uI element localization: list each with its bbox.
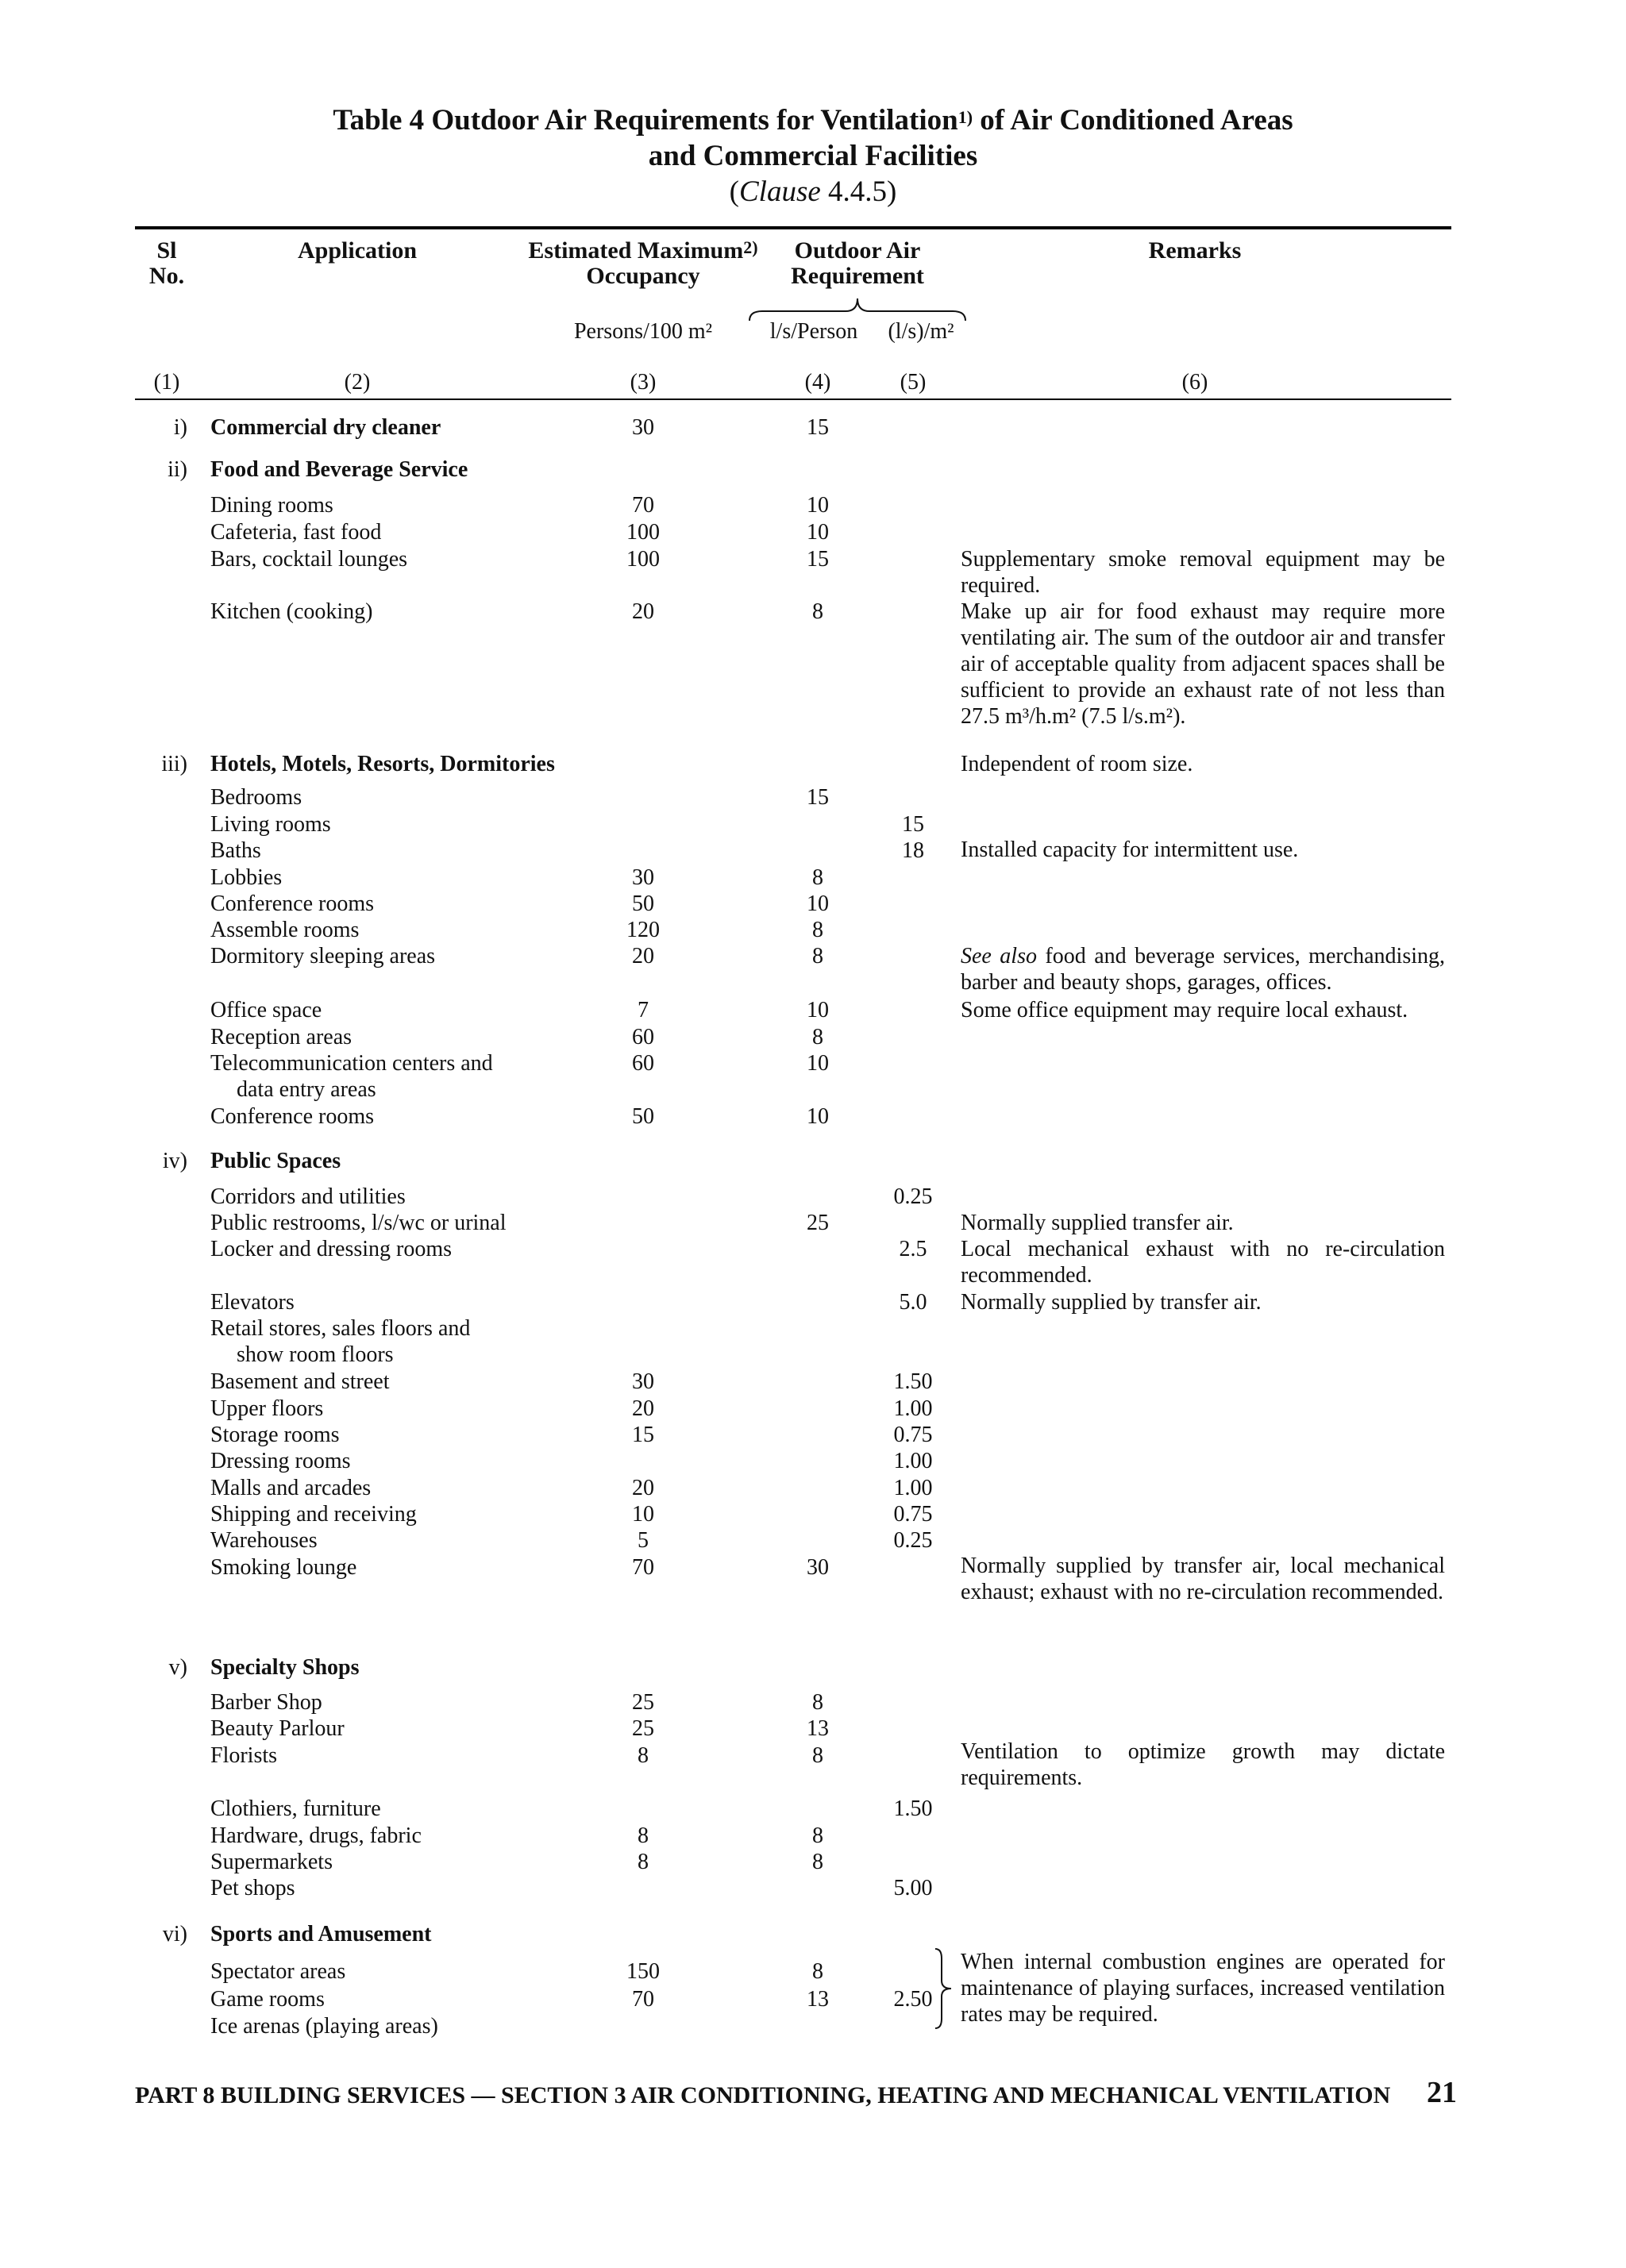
unit-per-area: (l/s)/m² [888, 319, 954, 344]
top-rule [135, 226, 1451, 229]
remark-kitchen: Make up air for food exhaust may require more ventilating air. The sum of the outdoor air and transfer air of acceptable quality from adjacent spaces shall be sufficient to provide an exhaust rate of not less than 27.5 m³/h.m² (7.5 l/s.m²). [961, 599, 1445, 729]
row-application: Kitchen (cooking) [210, 599, 373, 624]
row-ls-per-area: 15 [902, 812, 924, 837]
row-occupancy: 70 [632, 1555, 654, 1580]
row-ls-per-person: 10 [807, 891, 829, 916]
row-occupancy: 50 [632, 891, 654, 916]
remark-see-also: See also [961, 944, 1037, 968]
header-rule [135, 399, 1451, 400]
remark-smoking: Normally supplied by transfer air, local mechanical exhaust; exhaust with no re-circulation recommended. [961, 1554, 1445, 1604]
row-occupancy: 25 [632, 1716, 654, 1741]
row-occupancy: 100 [626, 547, 660, 572]
row-application: Cafeteria, fast food [210, 520, 382, 545]
row-ls-per-person: 8 [812, 1850, 823, 1874]
row-application: Clothiers, furniture [210, 1796, 381, 1821]
row-application: Malls and arcades [210, 1476, 372, 1500]
row-occupancy: 120 [626, 918, 660, 942]
remark-dormitory [961, 943, 1445, 995]
row-application: Bars, cocktail lounges [210, 547, 408, 572]
row-application: Basement and street [210, 1369, 390, 1394]
row-occupancy: 15 [632, 1423, 654, 1447]
page-number: 21 [1427, 2076, 1457, 2109]
row-ls-per-person: 10 [807, 493, 829, 518]
row-occupancy: 8 [638, 1850, 649, 1874]
header-occupancy-text: Estimated Maximum [528, 237, 744, 264]
row-occupancy: 60 [632, 1025, 654, 1049]
remark-bars: Supplementary smoke removal equipment may be required. [961, 547, 1445, 598]
row-application: Storage rooms [210, 1423, 340, 1447]
row-occupancy: 5 [638, 1528, 649, 1553]
table-title-tail: of Air Conditioned Areas [973, 104, 1293, 137]
row-occupancy: 150 [626, 1959, 660, 1984]
row-application: Baths [210, 838, 261, 863]
header-brace-icon [746, 294, 969, 322]
row-application: Public restrooms, l/s/wc or urinal [210, 1211, 507, 1235]
row-application: show room floors [237, 1342, 394, 1367]
row-ls-per-person: 8 [812, 918, 823, 942]
row-occupancy: 10 [632, 1502, 654, 1527]
section-heading: Specialty Shops [210, 1655, 360, 1680]
row-application: Telecommunication centers and [210, 1051, 493, 1076]
col-num-5: (5) [900, 370, 927, 395]
row-application: Conference rooms [210, 1104, 375, 1129]
header-sl-no: Sl No. [148, 237, 185, 289]
section-heading: Commercial dry cleaner [210, 415, 441, 440]
row-ls-per-person: 15 [807, 785, 829, 810]
table-title-line2: and Commercial Facilities [648, 140, 978, 172]
row-occupancy: 100 [626, 520, 660, 545]
remark-elevators: Normally supplied by transfer air. [961, 1290, 1262, 1315]
col-num-2: (2) [344, 370, 371, 395]
remark-office: Some office equipment may require local exhaust. [961, 998, 1408, 1022]
row-application: Game rooms [210, 1987, 325, 2012]
remark-sports: When internal combustion engines are operated for maintenance of playing surfaces, increased ventilation rates may be required. [961, 1950, 1445, 2027]
row-application: Pet shops [210, 1876, 295, 1900]
row-occupancy: 8 [638, 1823, 649, 1848]
row-application: Dormitory sleeping areas [210, 944, 436, 968]
row-sl-number: iv) [162, 1149, 187, 1173]
row-ls-per-area: 0.75 [893, 1423, 933, 1447]
row-occupancy: 25 [632, 1690, 654, 1715]
row-application: Bedrooms [210, 785, 302, 810]
row-occupancy: 30 [632, 415, 654, 440]
row-ls-per-person: 8 [812, 865, 823, 890]
row-application: Warehouses [210, 1528, 318, 1553]
row-application: Locker and dressing rooms [210, 1237, 453, 1261]
row-application: Florists [210, 1743, 278, 1768]
row-sl-number: iii) [161, 752, 187, 776]
col-num-1: (1) [153, 370, 180, 395]
unit-persons: Persons/100 m² [573, 319, 713, 344]
row-application: Supermarkets [210, 1850, 333, 1874]
remark-see-also-text: food and beverage services, merchandising, barber and beauty shops, garages, offices. [961, 944, 1446, 995]
row-application: Reception areas [210, 1025, 353, 1049]
row-occupancy: 20 [632, 944, 654, 968]
row-ls-per-person: 15 [807, 415, 829, 440]
row-ls-per-person: 25 [807, 1211, 829, 1235]
row-application: data entry areas [237, 1077, 376, 1102]
row-ls-per-person: 8 [812, 1959, 823, 1984]
remark-locker: Local mechanical exhaust with no re-circulation recommended. [961, 1237, 1445, 1288]
row-ls-per-person: 10 [807, 1051, 829, 1076]
row-ls-per-person: 8 [812, 1823, 823, 1848]
row-application: Living rooms [210, 812, 331, 837]
row-occupancy: 30 [632, 865, 654, 890]
row-application: Dining rooms [210, 493, 333, 518]
page-footer: PART 8 BUILDING SERVICES — SECTION 3 AIR CONDITIONING, HEATING AND MECHANICAL VENTILATION [135, 2082, 1391, 2108]
row-application: Upper floors [210, 1396, 324, 1421]
row-ls-per-area: 2.5 [899, 1237, 927, 1261]
row-application: Dressing rooms [210, 1449, 351, 1473]
header-occupancy-line2: Occupancy [586, 263, 700, 289]
header-application: Application [297, 237, 418, 264]
row-application: Retail stores, sales floors and [210, 1316, 471, 1341]
footnote-marker: 2) [743, 237, 758, 257]
row-sl-number: ii) [168, 457, 187, 482]
row-sl-number: i) [173, 415, 187, 440]
section-heading: Food and Beverage Service [210, 457, 468, 482]
col-num-3: (3) [630, 370, 657, 395]
row-ls-per-person: 13 [807, 1716, 829, 1741]
unit-per-person: l/s/Person [769, 319, 858, 344]
row-ls-per-person: 15 [807, 547, 829, 572]
row-occupancy: 8 [638, 1743, 649, 1768]
row-application: Assemble rooms [210, 918, 360, 942]
table-title-line1 [0, 102, 1626, 140]
row-ls-per-area: 0.25 [893, 1528, 933, 1553]
row-ls-per-area: 5.0 [899, 1290, 927, 1315]
header-occupancy [508, 238, 778, 264]
section-heading: Public Spaces [210, 1149, 341, 1173]
row-application: Ice arenas (playing areas) [210, 2014, 438, 2039]
row-application: Shipping and receiving [210, 1502, 417, 1527]
row-ls-per-area: 1.00 [893, 1476, 933, 1500]
clause-label: Clause [738, 175, 821, 208]
section-heading: Sports and Amusement [210, 1922, 432, 1946]
row-occupancy: 50 [632, 1104, 654, 1129]
row-application: Spectator areas [210, 1959, 346, 1984]
row-occupancy: 70 [632, 493, 654, 518]
row-ls-per-area: 5.00 [893, 1876, 933, 1900]
right-brace-icon [934, 1947, 954, 2030]
row-application: Office space [210, 998, 322, 1022]
table-title-text: Table 4 Outdoor Air Requirements for Ventilation [333, 104, 958, 137]
row-ls-per-person: 30 [807, 1555, 829, 1580]
row-occupancy: 7 [638, 998, 649, 1022]
clause-reference: (Clause 4.4.5) [729, 175, 897, 208]
header-remarks: Remarks [1148, 237, 1242, 264]
row-sl-number: v) [168, 1655, 187, 1680]
row-ls-per-area: 1.00 [893, 1396, 933, 1421]
row-ls-per-person: 8 [812, 599, 823, 624]
header-outdoor-air-line2: Requirement [791, 263, 924, 289]
remark-baths: Installed capacity for intermittent use. [961, 838, 1299, 862]
row-ls-per-person: 13 [807, 1987, 829, 2012]
row-application: Corridors and utilities [210, 1184, 406, 1209]
row-occupancy: 20 [632, 1396, 654, 1421]
col-num-6: (6) [1181, 370, 1208, 395]
row-ls-per-area: 0.75 [893, 1502, 933, 1527]
row-application: Conference rooms [210, 891, 375, 916]
section-heading: Hotels, Motels, Resorts, Dormitories [210, 752, 555, 776]
remark-restrooms: Normally supplied transfer air. [961, 1211, 1234, 1235]
row-occupancy: 60 [632, 1051, 654, 1076]
row-ls-per-area: 0.25 [893, 1184, 933, 1209]
row-occupancy: 20 [632, 599, 654, 624]
row-application: Lobbies [210, 865, 283, 890]
col-num-4: (4) [804, 370, 831, 395]
row-occupancy: 20 [632, 1476, 654, 1500]
row-ls-per-person: 10 [807, 998, 829, 1022]
remark-hotels: Independent of room size. [961, 752, 1193, 776]
row-ls-per-person: 8 [812, 1025, 823, 1049]
footnote-marker: 1) [957, 107, 973, 127]
row-application: Hardware, drugs, fabric [210, 1823, 422, 1848]
row-occupancy: 70 [632, 1987, 654, 2012]
row-application: Elevators [210, 1290, 295, 1315]
row-ls-per-person: 10 [807, 1104, 829, 1129]
row-ls-per-area: 1.00 [893, 1449, 933, 1473]
row-occupancy: 30 [632, 1369, 654, 1394]
remark-florists: Ventilation to optimize growth may dictate requirements. [961, 1739, 1445, 1790]
row-application: Smoking lounge [210, 1555, 357, 1580]
row-ls-per-area: 18 [902, 838, 924, 863]
row-sl-number: vi) [162, 1922, 187, 1946]
row-application: Beauty Parlour [210, 1716, 345, 1741]
header-outdoor-air: Outdoor Air [794, 237, 921, 264]
row-application: Barber Shop [210, 1690, 322, 1715]
row-ls-per-person: 8 [812, 1743, 823, 1768]
row-ls-per-area: 1.50 [893, 1796, 933, 1821]
row-ls-per-area: 1.50 [893, 1369, 933, 1394]
row-ls-per-person: 8 [812, 1690, 823, 1715]
row-ls-per-person: 8 [812, 944, 823, 968]
row-ls-per-person: 10 [807, 520, 829, 545]
clause-number: 4.4.5 [828, 175, 888, 208]
row-ls-per-area: 2.50 [893, 1987, 933, 2012]
